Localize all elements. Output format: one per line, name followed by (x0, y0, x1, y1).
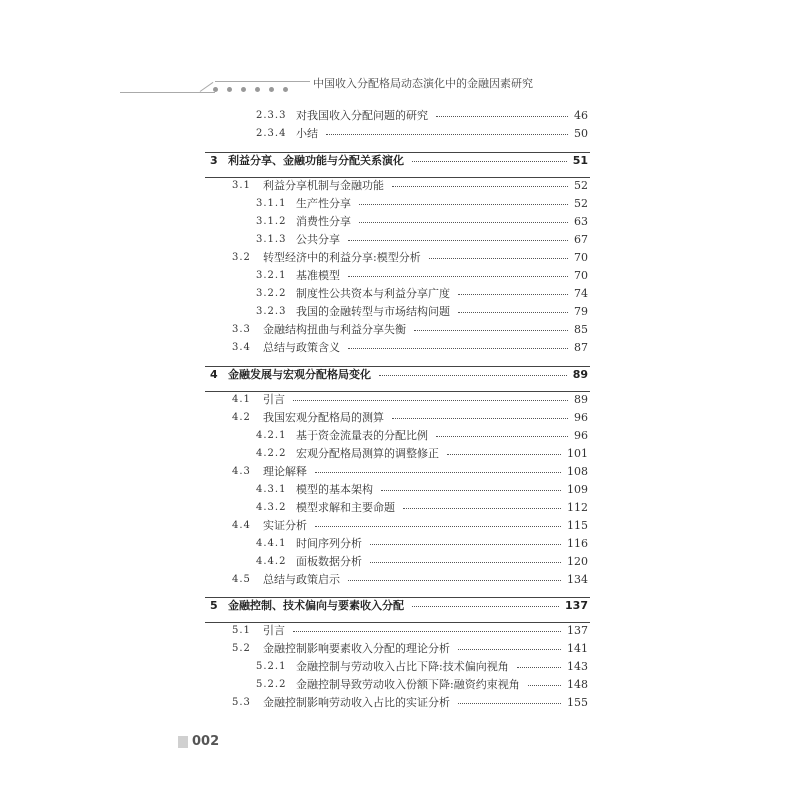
toc-chapter-row[interactable] (0, 365, 800, 383)
toc-page-number: 89 (574, 392, 588, 406)
toc-entry-row[interactable] (0, 390, 800, 408)
toc-page-number: 96 (574, 428, 588, 442)
toc-entry-row[interactable] (0, 639, 800, 657)
toc-page-number: 155 (567, 695, 588, 709)
toc-dot-leader (379, 375, 567, 376)
toc-section-title: 利益分享、金融功能与分配关系演化 (228, 154, 404, 167)
running-header (0, 0, 800, 110)
toc-entry-row[interactable] (0, 212, 800, 230)
toc-dot-leader (414, 330, 568, 331)
toc-section-number: 5.2 (232, 642, 251, 654)
toc-section-number: 3.2.1 (256, 269, 287, 281)
toc-dot-leader (436, 116, 568, 117)
header-rule-diagonal (200, 82, 214, 92)
toc-entry-row[interactable] (0, 248, 800, 266)
toc-dot-leader (528, 685, 561, 686)
toc-entry-row[interactable] (0, 176, 800, 194)
toc-page-number: 112 (567, 500, 588, 514)
toc-section-title: 引言 (263, 393, 285, 406)
toc-page-number: 137 (567, 623, 588, 637)
toc-page-number: 141 (567, 641, 588, 655)
toc-section-title: 模型求解和主要命题 (296, 501, 395, 514)
toc-section-title: 金融控制影响劳动收入占比的实证分析 (263, 696, 450, 709)
toc-section-title: 消费性分享 (296, 215, 351, 228)
toc-dot-leader (458, 703, 561, 704)
toc-section-title: 金融发展与宏观分配格局变化 (228, 368, 371, 381)
toc-entry-row[interactable] (0, 552, 800, 570)
toc-section-number: 3.4 (232, 341, 251, 353)
toc-entry-row[interactable] (0, 570, 800, 588)
toc-page-number: 137 (565, 598, 588, 612)
toc-dot-leader (458, 649, 561, 650)
toc-dot-leader (315, 526, 561, 527)
toc-section-number: 2.3.4 (256, 127, 287, 139)
toc-entry-row[interactable] (0, 534, 800, 552)
toc-section-number: 4.2 (232, 411, 251, 423)
toc-entry-row[interactable] (0, 124, 800, 142)
toc-entry-row[interactable] (0, 444, 800, 462)
toc-section-title: 理论解释 (263, 465, 307, 478)
toc-section-title: 总结与政策启示 (263, 573, 340, 586)
folio-page-number: 002 (192, 734, 220, 749)
toc-entry-row[interactable] (0, 516, 800, 534)
toc-page-number: 51 (572, 153, 588, 167)
toc-dot-leader (381, 490, 561, 491)
toc-dot-leader (429, 258, 568, 259)
toc-section-title: 金融控制影响要素收入分配的理论分析 (263, 642, 450, 655)
toc-section-title: 我国的金融转型与市场结构问题 (296, 305, 450, 318)
toc-section-number: 5 (210, 598, 218, 612)
toc-page-number: 101 (567, 446, 588, 460)
toc-page-number: 87 (574, 340, 588, 354)
toc-section-title: 金融结构扭曲与利益分享失衡 (263, 323, 406, 336)
toc-page-number: 67 (574, 232, 588, 246)
toc-page-number: 108 (567, 464, 588, 478)
toc-section-title: 公共分享 (296, 233, 340, 246)
toc-page-number: 52 (574, 196, 588, 210)
toc-page-number: 70 (574, 268, 588, 282)
toc-section-number: 4.3.1 (256, 483, 287, 495)
toc-entry-row[interactable] (0, 266, 800, 284)
toc-entry-row[interactable] (0, 408, 800, 426)
toc-chapter-row[interactable] (0, 596, 800, 614)
toc-section-title: 生产性分享 (296, 197, 351, 210)
toc-page-number: 50 (574, 126, 588, 140)
toc-section-title: 总结与政策含义 (263, 341, 340, 354)
toc-section-number: 4.2.1 (256, 429, 287, 441)
toc-entry-row[interactable] (0, 302, 800, 320)
toc-dot-leader (458, 294, 568, 295)
toc-section-number: 3.1.2 (256, 215, 287, 227)
toc-dot-leader (370, 562, 561, 563)
toc-page-number: 79 (574, 304, 588, 318)
toc-dot-leader (392, 418, 568, 419)
toc-section-title: 面板数据分析 (296, 555, 362, 568)
toc-dot-leader (412, 606, 559, 607)
toc-dot-leader (348, 276, 568, 277)
toc-section-title: 宏观分配格局测算的调整修正 (296, 447, 439, 460)
toc-section-title: 对我国收入分配问题的研究 (296, 109, 428, 122)
toc-section-title: 金融控制导致劳动收入份额下降:融资约束视角 (296, 678, 520, 691)
toc-section-title: 利益分享机制与金融功能 (263, 179, 384, 192)
toc-section-number: 4.1 (232, 393, 251, 405)
toc-entry-row[interactable] (0, 498, 800, 516)
toc-dot-leader (315, 472, 561, 473)
toc-section-title: 基于资金流量表的分配比例 (296, 429, 428, 442)
toc-page-number: 116 (567, 536, 588, 550)
toc-entry-row[interactable] (0, 320, 800, 338)
toc-section-number: 5.1 (232, 624, 251, 636)
toc-chapter-row[interactable] (0, 151, 800, 169)
toc-dot-leader (458, 312, 568, 313)
toc-dot-leader (348, 580, 561, 581)
toc-section-number: 3.2.3 (256, 305, 287, 317)
chapter-rule-top (205, 152, 590, 153)
toc-page-number: 89 (572, 367, 588, 381)
toc-section-number: 4.5 (232, 573, 251, 585)
toc-section-number: 4.4 (232, 519, 251, 531)
toc-section-number: 3.1.1 (256, 197, 287, 209)
folio-marker (178, 736, 188, 748)
toc-section-title: 实证分析 (263, 519, 307, 532)
toc-dot-leader (326, 134, 568, 135)
toc-section-number: 2.3.3 (256, 109, 287, 121)
toc-page-number: 63 (574, 214, 588, 228)
toc-dot-leader (293, 631, 561, 632)
toc-section-number: 4.4.2 (256, 555, 287, 567)
toc-page-number: 143 (567, 659, 588, 673)
toc-entry-row[interactable] (0, 693, 800, 711)
header-title: 中国收入分配格局动态演化中的金融因素研究 (313, 77, 533, 90)
toc-section-title: 模型的基本架构 (296, 483, 373, 496)
toc-section-number: 3 (210, 153, 218, 167)
toc-entry-row[interactable] (0, 284, 800, 302)
header-dots-ornament (213, 87, 288, 92)
toc-page-number: 96 (574, 410, 588, 424)
toc-dot-leader (348, 348, 568, 349)
toc-page-number: 85 (574, 322, 588, 336)
toc-section-number: 5.2.2 (256, 678, 287, 690)
toc-page-number: 74 (574, 286, 588, 300)
chapter-rule-top (205, 597, 590, 598)
toc-page-number: 46 (574, 108, 588, 122)
toc-page-number: 109 (567, 482, 588, 496)
toc-page-number: 70 (574, 250, 588, 264)
toc-dot-leader (370, 544, 561, 545)
toc-entry-row[interactable] (0, 621, 800, 639)
toc-section-number: 4.4.1 (256, 537, 287, 549)
toc-section-title: 金融控制与劳动收入占比下降:技术偏向视角 (296, 660, 509, 673)
toc-section-title: 小结 (296, 127, 318, 140)
toc-dot-leader (403, 508, 561, 509)
toc-section-title: 基准模型 (296, 269, 340, 282)
toc-section-number: 4 (210, 367, 218, 381)
toc-entry-row[interactable] (0, 194, 800, 212)
toc-dot-leader (412, 161, 567, 162)
toc-section-title: 金融控制、技术偏向与要素收入分配 (228, 599, 404, 612)
toc-dot-leader (293, 400, 568, 401)
toc-section-number: 5.3 (232, 696, 251, 708)
toc-entry-row[interactable] (0, 426, 800, 444)
toc-dot-leader (359, 222, 568, 223)
toc-entry-row[interactable] (0, 230, 800, 248)
toc-section-title: 引言 (263, 624, 285, 637)
toc-section-title: 时间序列分析 (296, 537, 362, 550)
page-folio (178, 734, 219, 749)
toc-page-number: 134 (567, 572, 588, 586)
toc-entry-row[interactable] (0, 480, 800, 498)
toc-entry-row[interactable] (0, 106, 800, 124)
toc-entry-row[interactable] (0, 657, 800, 675)
toc-dot-leader (392, 186, 568, 187)
toc-section-number: 3.2 (232, 251, 251, 263)
header-rule-left (120, 92, 215, 93)
toc-section-number: 3.2.2 (256, 287, 287, 299)
toc-section-number: 3.3 (232, 323, 251, 335)
toc-page-number: 120 (567, 554, 588, 568)
toc-page-number: 148 (567, 677, 588, 691)
chapter-rule-top (205, 366, 590, 367)
toc-section-title: 制度性公共资本与利益分享广度 (296, 287, 450, 300)
toc-entry-row[interactable] (0, 675, 800, 693)
toc-section-number: 3.1 (232, 179, 251, 191)
toc-page-number: 115 (567, 518, 588, 532)
toc-section-title: 转型经济中的利益分享:模型分析 (263, 251, 421, 264)
toc-dot-leader (348, 240, 568, 241)
toc-section-number: 5.2.1 (256, 660, 287, 672)
toc-section-number: 3.1.3 (256, 233, 287, 245)
toc-section-number: 4.3.2 (256, 501, 287, 513)
toc-dot-leader (447, 454, 561, 455)
toc-entry-row[interactable] (0, 338, 800, 356)
toc-section-number: 4.2.2 (256, 447, 287, 459)
toc-section-title: 我国宏观分配格局的测算 (263, 411, 384, 424)
header-rule-right (215, 81, 310, 82)
toc-entry-row[interactable] (0, 462, 800, 480)
toc-page-number: 52 (574, 178, 588, 192)
toc-dot-leader (436, 436, 568, 437)
toc-dot-leader (359, 204, 568, 205)
toc-section-number: 4.3 (232, 465, 251, 477)
toc-dot-leader (517, 667, 561, 668)
